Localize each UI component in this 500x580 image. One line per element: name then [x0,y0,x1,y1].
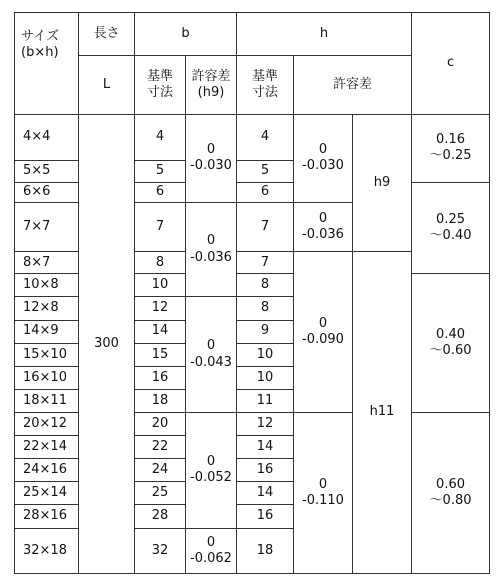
b-nominal-cell: 12 [135,297,186,320]
header-h-nominal: 基準 寸法 [237,56,294,114]
b-nominal-cell: 7 [135,202,186,251]
length-value: 300 [79,114,135,573]
h-nominal-cell: 7 [237,202,294,251]
h-nominal-cell: 8 [237,297,294,320]
size-cell: 15×10 [15,343,79,366]
header-b-tolerance: 許容差 (h9) [186,56,237,114]
header-length-unit: L [79,56,135,114]
header-b: b [135,13,237,56]
h-nominal-cell: 12 [237,412,294,435]
h-nominal-cell: 8 [237,274,294,297]
h-nominal-cell: 14 [237,482,294,505]
header-b-nominal: 基準 寸法 [135,56,186,114]
b-nominal-cell: 25 [135,482,186,505]
b-nominal-cell: 24 [135,459,186,482]
size-cell: 10×8 [15,274,79,297]
b-tolerance-cell: 0 -0.036 [186,202,237,296]
h-tolerance-cell: 0 -0.110 [294,412,353,573]
size-cell: 28×16 [15,505,79,528]
b-nominal-cell: 18 [135,389,186,412]
h-nominal-cell: 5 [237,160,294,182]
h-tolerance-cell: 0 -0.030 [294,114,353,202]
size-cell: 24×16 [15,459,79,482]
size-cell: 22×14 [15,436,79,459]
h-nominal-cell: 16 [237,505,294,528]
b-tolerance-cell: 0 -0.043 [186,297,237,413]
header-length: 長さ [79,13,135,56]
h-nominal-cell: 14 [237,436,294,459]
b-nominal-cell: 20 [135,412,186,435]
c-value-cell: 0.25 ～0.40 [412,182,490,273]
h-nominal-cell: 10 [237,343,294,366]
h-tolerance-cell: 0 -0.090 [294,252,353,413]
b-tolerance-cell: 0 -0.062 [186,528,237,573]
b-nominal-cell: 6 [135,182,186,202]
h-class-cell: h11 [353,252,412,574]
b-nominal-cell: 15 [135,343,186,366]
size-cell: 20×12 [15,412,79,435]
size-cell: 5×5 [15,160,79,182]
size-cell: 6×6 [15,182,79,202]
size-cell: 7×7 [15,202,79,251]
size-cell: 16×10 [15,366,79,389]
c-value-cell: 0.40 ～0.60 [412,274,490,413]
h-nominal-cell: 7 [237,252,294,274]
h-tolerance-cell: 0 -0.036 [294,202,353,251]
b-nominal-cell: 28 [135,505,186,528]
b-nominal-cell: 5 [135,160,186,182]
size-cell: 32×18 [15,528,79,573]
size-cell: 14×9 [15,320,79,343]
h-nominal-cell: 11 [237,389,294,412]
b-tolerance-cell: 0 -0.030 [186,114,237,202]
b-nominal-cell: 4 [135,114,186,160]
b-nominal-cell: 16 [135,366,186,389]
b-nominal-cell: 22 [135,436,186,459]
c-value-cell: 0.16 ～0.25 [412,114,490,182]
b-nominal-cell: 8 [135,252,186,274]
size-cell: 18×11 [15,389,79,412]
h-nominal-cell: 4 [237,114,294,160]
header-size: サイズ (b×h) [15,13,79,115]
h-class-cell: h9 [353,114,412,252]
header-h-tolerance: 許容差 [294,56,412,114]
c-value-cell: 0.60 ～0.80 [412,412,490,573]
b-tolerance-cell: 0 -0.052 [186,412,237,528]
b-nominal-cell: 14 [135,320,186,343]
size-cell: 8×7 [15,252,79,274]
h-nominal-cell: 10 [237,366,294,389]
h-nominal-cell: 18 [237,528,294,573]
size-cell: 12×8 [15,297,79,320]
b-nominal-cell: 32 [135,528,186,573]
size-cell: 25×14 [15,482,79,505]
header-h: h [237,13,412,56]
h-nominal-cell: 16 [237,459,294,482]
header-c: c [412,13,490,115]
h-nominal-cell: 9 [237,320,294,343]
key-spec-table [14,12,490,574]
h-nominal-cell: 6 [237,182,294,202]
b-nominal-cell: 10 [135,274,186,297]
size-cell: 4×4 [15,114,79,160]
